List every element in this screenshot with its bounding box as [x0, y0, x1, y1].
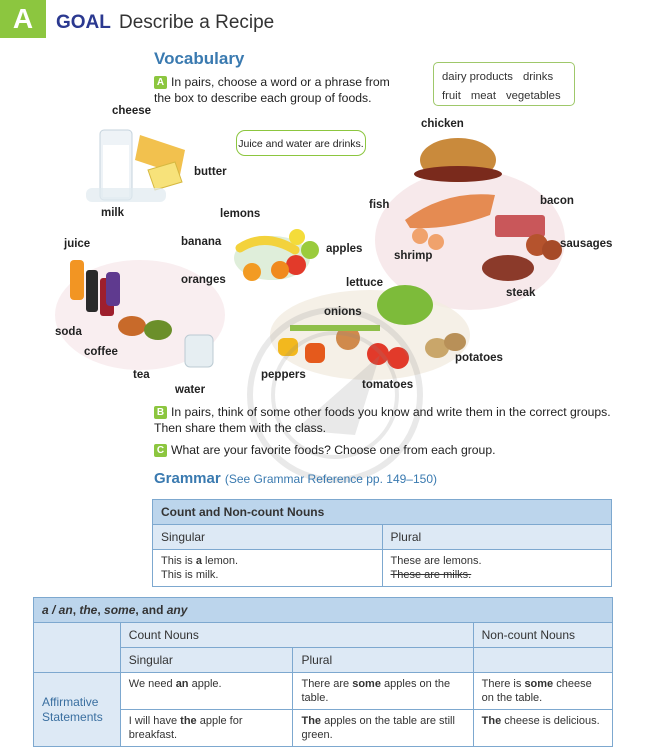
bold-article: a [195, 555, 202, 567]
letter-a-badge: A [154, 76, 167, 89]
table2-col-noncount: Non-count Nouns [473, 623, 612, 648]
instruction-c [154, 442, 634, 458]
fruit-illustration [234, 229, 319, 281]
bold-article: The [481, 715, 502, 727]
label-banana: banana [181, 236, 222, 248]
label-oranges: oranges [181, 274, 226, 286]
label-coffee: coffee [84, 346, 118, 358]
grammar-title: Grammar [154, 470, 221, 487]
table2-row-label: Affirmative Statements [34, 673, 121, 747]
title-fragment: some [104, 603, 136, 617]
text-fragment: There are [301, 678, 353, 690]
text-fragment: This is milk. [161, 569, 219, 581]
text-fragment: apple. [188, 678, 222, 690]
count-noncount-table [152, 499, 612, 587]
text-fragment: cheese is delicious. [501, 715, 600, 727]
table2-col-plural: Plural [293, 648, 473, 673]
text-fragment: These are lemons. [390, 555, 482, 567]
label-tomatoes: tomatoes [362, 379, 414, 391]
text-fragment: apples on the table. [301, 678, 451, 704]
text-fragment: We need [128, 678, 176, 690]
label-potatoes: potatoes [455, 352, 503, 364]
label-bacon: bacon [540, 195, 574, 207]
label-soda: soda [55, 326, 82, 338]
table2-col-noncount-sub [473, 648, 612, 673]
word-box-item: vegetables [505, 90, 561, 102]
articles-table [33, 597, 613, 747]
instruction-c-text: What are your favorite foods? Choose one from each group. [171, 443, 496, 457]
text-fragment: This is [161, 555, 196, 567]
label-milk: milk [101, 207, 125, 219]
text-fragment: lemon. [201, 555, 239, 567]
label-chicken: chicken [421, 118, 464, 130]
table2-r2-singular [120, 710, 293, 747]
letter-b-badge: B [154, 406, 167, 419]
label-tea: tea [133, 369, 150, 381]
title-fragment: the [79, 603, 98, 617]
word-box-item: fruit [442, 90, 461, 102]
word-box-item: drinks [522, 71, 554, 83]
lesson-badge: A [0, 0, 46, 38]
title-fragment: , and [135, 603, 167, 617]
word-box-item: meat [470, 90, 496, 102]
table1-singular-cell [153, 550, 383, 587]
bold-article: some [352, 678, 381, 690]
label-juice: juice [64, 238, 91, 250]
label-apples: apples [326, 243, 363, 255]
vocabulary-heading: Vocabulary [154, 49, 245, 68]
text-fragment: cheese on the table. [481, 678, 592, 704]
table2-col-count: Count Nouns [120, 623, 473, 648]
label-cheese: cheese [112, 105, 152, 117]
label-lemons: lemons [220, 208, 261, 220]
title-fragment: a / an [42, 603, 73, 617]
table2-r2-plural [293, 710, 473, 747]
bold-article: some [524, 678, 554, 690]
table1-col-singular: Singular [153, 525, 383, 550]
label-fish: fish [369, 199, 390, 211]
label-peppers: peppers [261, 369, 306, 381]
grammar-heading [154, 470, 437, 487]
table2-r1-noncount [473, 673, 612, 710]
title-fragment: , [72, 603, 80, 617]
meat-illustration [375, 138, 565, 310]
letter-c-badge: C [154, 444, 167, 457]
table1-col-plural: Plural [382, 525, 612, 550]
label-butter: butter [194, 166, 227, 178]
table2-r1-plural [293, 673, 473, 710]
label-shrimp: shrimp [394, 250, 433, 262]
label-sausages: sausages [560, 238, 613, 250]
instruction-a-text: In pairs, choose a word or a phrase from the box to describe each group of foods. [154, 75, 390, 105]
watermark-logo [205, 300, 465, 490]
table2-col-singular: Singular [120, 648, 293, 673]
label-lettuce: lettuce [346, 277, 384, 289]
table2-r2-noncount [473, 710, 612, 747]
instruction-b-text: In pairs, think of some other foods you know and write them in the correct groups. Then share them with the class. [154, 405, 611, 435]
bold-article: an [175, 678, 189, 690]
table2-r1-singular [120, 673, 293, 710]
label-water: water [175, 384, 206, 396]
table1-title: Count and Non-count Nouns [153, 500, 612, 525]
table1-plural-cell [382, 550, 612, 587]
goal-title: Describe a Recipe [119, 12, 275, 33]
struck-example: These are milks. [390, 569, 472, 581]
text-fragment: apples on the table are still green. [301, 715, 455, 741]
table2-corner [34, 623, 121, 673]
text-fragment: I will have [128, 715, 181, 727]
speech-bubble: Juice and water are drinks. [236, 130, 366, 156]
word-box-item: dairy products [442, 71, 513, 83]
text-fragment: apple for breakfast. [128, 715, 243, 741]
title-fragment: any [166, 603, 188, 617]
bold-article: the [180, 715, 197, 727]
title-fragment: , [97, 603, 105, 617]
dairy-illustration [86, 130, 185, 202]
text-fragment: There is [481, 678, 525, 690]
label-onions: onions [324, 306, 362, 318]
label-steak: steak [506, 287, 536, 299]
table2-title [34, 598, 613, 623]
grammar-reference: (See Grammar Reference pp. 149–150) [224, 472, 437, 486]
instruction-b [154, 404, 634, 436]
bold-article: The [301, 715, 322, 727]
goal-label: GOAL [56, 12, 111, 33]
